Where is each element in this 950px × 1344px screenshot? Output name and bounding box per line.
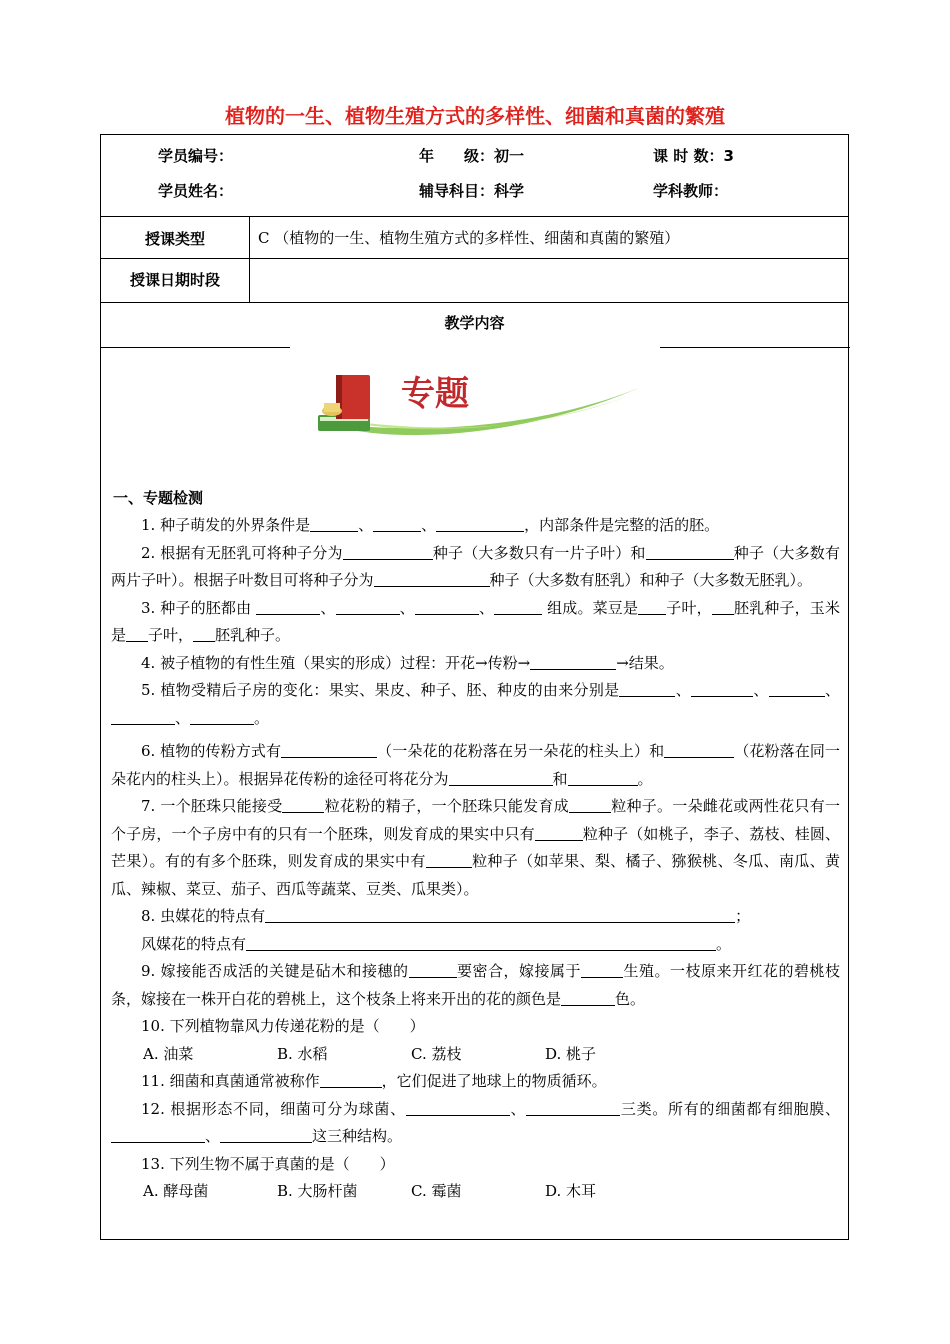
lesson-date-label: 授课日期时段 xyxy=(129,271,220,289)
lesson-type-value: C （植物的一生、植物生殖方式的多样性、细菌和真菌的繁殖） xyxy=(258,229,680,247)
divider xyxy=(101,302,848,303)
subject-label: 辅导科目：科学 xyxy=(419,182,525,200)
question-10: 10. 下列植物靠风力传递花粉的是（ ） xyxy=(141,1017,425,1035)
question-8-insect: 8. 虫媒花的特点有 ； xyxy=(141,907,751,925)
question-9: 9. 嫁接能否成活的关键是砧木和接穗的 要密合，嫁接属于 生殖。一枝原来开红花的碧桃枝条，嫁接在一株开白花的碧桃上，这个枝条上将来开出的花的颜色是 色。 xyxy=(111,962,840,1008)
question-1: 1. 种子萌发的外界条件是 、 、 ，内部条件是完整的活的胚。 xyxy=(141,516,720,534)
section-heading: 一、专题检测 xyxy=(113,489,204,507)
question-2: 2. 根据有无胚乳可将种子分为 种子（大多数只有一片子叶）和 种子（大多数有两片子叶）。根据子叶数目可将种子分为 种子（大多数有胚乳）和种子（大多数无胚乳）。 xyxy=(111,543,840,589)
grade-label: 年 级：初一 xyxy=(419,147,525,165)
question-6: 6. 植物的传粉方式有 （一朵花的花粉落在另一朵花的柱头上）和 （花粉落在同一朵花内的柱头上）。根据异花传粉的途径可将花分为 和 。 xyxy=(111,742,840,788)
question-7: 7. 一个胚珠只能接受 粒花粉的精子，一个胚珠只能发育成 粒种子。一朵雌花或两性花只有一个子房，一个子房中有的只有一个胚珠，则发育成的果实中只有 粒种子（如桃子，李子、荔枝、桂圆、芒果）。有的有多个胚珠，则发育成的果实中有 粒种子（如苹果、梨、橘子、猕猴桃、冬瓜、南瓜、黄瓜、辣椒、菜豆、茄子、西瓜等蔬菜、豆类、瓜果类）。 xyxy=(111,797,840,898)
hours-label: 课 时 数：3 xyxy=(653,147,734,165)
content-underline-left xyxy=(101,347,290,348)
question-8-wind: 风媒花的特点有 。 xyxy=(141,934,732,953)
column-divider xyxy=(249,216,250,302)
question-3: 3. 种子的胚都由 、 、 、 组成。菜豆是 子叶， 胚乳种子，玉米是 子叶， 胚乳种子。 xyxy=(111,598,840,644)
divider xyxy=(101,216,848,217)
divider xyxy=(101,258,848,259)
option-b: B. 大肠杆菌 xyxy=(277,1182,358,1200)
question-list xyxy=(111,512,840,1206)
student-name-label: 学员姓名： xyxy=(158,182,234,200)
lesson-table xyxy=(100,134,849,1240)
document-title: 植物的一生、植物生殖方式的多样性、细菌和真菌的繁殖 xyxy=(225,104,725,128)
question-13: 13. 下列生物不属于真菌的是（ ） xyxy=(141,1154,395,1173)
content-underline-right xyxy=(660,347,850,348)
question-5: 5. 植物受精后子房的变化：果实、果皮、种子、胚、种皮的由来分别是 、 、 、、 。 xyxy=(111,677,840,732)
topic-banner xyxy=(306,367,646,447)
option-c: C. 荔枝 xyxy=(411,1044,462,1063)
question-13-options xyxy=(111,1178,840,1206)
lesson-type-label: 授课类型 xyxy=(144,230,205,248)
question-4: 4. 被子植物的有性生殖（果实的形成）过程：开花→传粉→ →结果。 xyxy=(141,653,674,672)
option-b: B. 水稻 xyxy=(277,1044,328,1063)
option-d: D. 桃子 xyxy=(545,1044,597,1063)
content-title: 教学内容 xyxy=(444,314,505,332)
swoosh-icon xyxy=(346,387,641,435)
option-a: A. 酵母菌 xyxy=(143,1182,209,1200)
question-11: 11. 细菌和真菌通常被称作 ，它们促进了地球上的物质循环。 xyxy=(141,1072,607,1090)
question-12: 12. 根据形态不同，细菌可分为球菌、 、 三类。所有的细菌都有细胞膜、、 这三种结构。 xyxy=(111,1096,840,1151)
banner-text: 专题 xyxy=(401,374,469,414)
option-c: C. 霉菌 xyxy=(411,1182,462,1200)
option-a: A. 油菜 xyxy=(143,1044,194,1063)
teacher-label: 学科教师： xyxy=(653,182,729,200)
question-10-options xyxy=(111,1041,840,1069)
option-d: D. 木耳 xyxy=(545,1182,597,1200)
student-id-label: 学员编号： xyxy=(158,147,234,165)
